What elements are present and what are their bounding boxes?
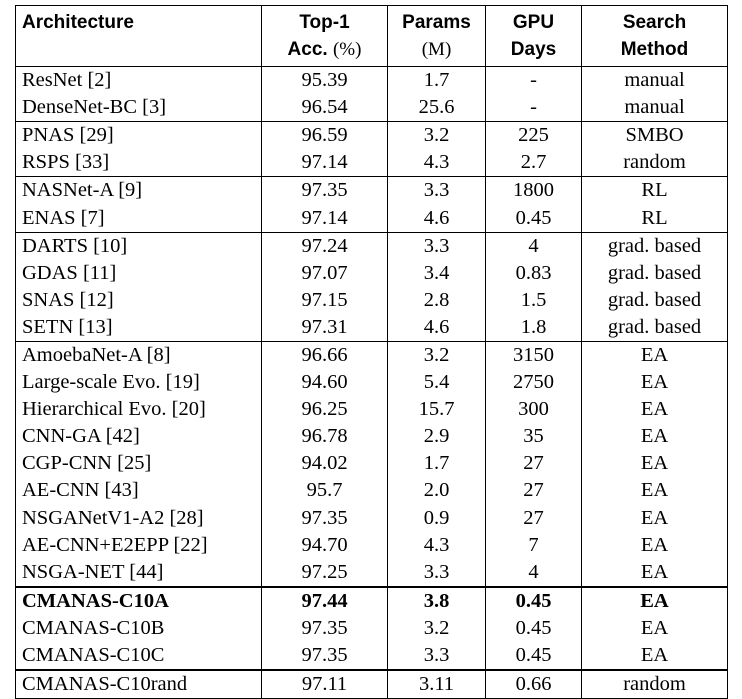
cell-gpu-days: 0.45 bbox=[486, 615, 582, 642]
cell-gpu-days: 0.45 bbox=[486, 587, 582, 615]
cell-gpu-days: - bbox=[486, 94, 582, 122]
cell-architecture: NSGA-NET [44] bbox=[16, 559, 262, 587]
cell-gpu-days: 4 bbox=[486, 232, 582, 260]
cell-architecture: CNN-GA [42] bbox=[16, 423, 262, 450]
table-row bbox=[16, 615, 728, 642]
cell-params: 1.7 bbox=[388, 450, 486, 477]
cell-accuracy: 96.66 bbox=[262, 341, 388, 369]
cell-accuracy: 97.44 bbox=[262, 587, 388, 615]
cell-search-method: EA bbox=[582, 505, 728, 532]
cell-accuracy: 94.02 bbox=[262, 450, 388, 477]
cell-accuracy: 96.54 bbox=[262, 94, 388, 122]
cell-architecture: AE-CNN+E2EPP [22] bbox=[16, 532, 262, 559]
header-row bbox=[16, 6, 728, 67]
table-row bbox=[16, 477, 728, 504]
cell-search-method: grad. based bbox=[582, 260, 728, 287]
table-row bbox=[16, 149, 728, 177]
cell-params: 4.6 bbox=[388, 314, 486, 342]
cell-accuracy: 94.60 bbox=[262, 369, 388, 396]
cell-params: 0.9 bbox=[388, 505, 486, 532]
cell-params: 1.7 bbox=[388, 67, 486, 95]
cell-search-method: EA bbox=[582, 369, 728, 396]
cell-params: 3.2 bbox=[388, 122, 486, 150]
cell-search-method: EA bbox=[582, 559, 728, 587]
cell-architecture: CMANAS-C10C bbox=[16, 642, 262, 670]
cell-gpu-days: 27 bbox=[486, 477, 582, 504]
cell-architecture: SETN [13] bbox=[16, 314, 262, 342]
cell-params: 2.0 bbox=[388, 477, 486, 504]
cell-search-method: EA bbox=[582, 477, 728, 504]
cell-params: 3.8 bbox=[388, 587, 486, 615]
cell-architecture: SNAS [12] bbox=[16, 287, 262, 314]
header-params: Params (M) bbox=[388, 6, 486, 67]
cell-accuracy: 96.78 bbox=[262, 423, 388, 450]
cell-params: 2.8 bbox=[388, 287, 486, 314]
cell-search-method: EA bbox=[582, 587, 728, 615]
cell-search-method: EA bbox=[582, 396, 728, 423]
cell-accuracy: 97.35 bbox=[262, 615, 388, 642]
cell-gpu-days: 225 bbox=[486, 122, 582, 150]
cell-accuracy: 97.14 bbox=[262, 204, 388, 232]
cell-architecture: DenseNet-BC [3] bbox=[16, 94, 262, 122]
cell-search-method: EA bbox=[582, 423, 728, 450]
cell-architecture: NSGANetV1-A2 [28] bbox=[16, 505, 262, 532]
cell-params: 3.11 bbox=[388, 670, 486, 699]
cell-gpu-days: 3150 bbox=[486, 341, 582, 369]
table-row bbox=[16, 450, 728, 477]
cell-architecture: RSPS [33] bbox=[16, 149, 262, 177]
cell-gpu-days: 300 bbox=[486, 396, 582, 423]
cell-search-method: EA bbox=[582, 642, 728, 670]
cell-architecture: DARTS [10] bbox=[16, 232, 262, 260]
cell-architecture: CMANAS-C10rand bbox=[16, 670, 262, 699]
cell-search-method: manual bbox=[582, 67, 728, 95]
table-row bbox=[16, 341, 728, 369]
table-row bbox=[16, 94, 728, 122]
cell-architecture: CMANAS-C10B bbox=[16, 615, 262, 642]
table-row bbox=[16, 67, 728, 95]
cell-search-method: EA bbox=[582, 615, 728, 642]
cell-architecture: GDAS [11] bbox=[16, 260, 262, 287]
table-row bbox=[16, 642, 728, 670]
cell-params: 15.7 bbox=[388, 396, 486, 423]
cell-params: 4.6 bbox=[388, 204, 486, 232]
cell-accuracy: 97.25 bbox=[262, 559, 388, 587]
cell-gpu-days: 27 bbox=[486, 505, 582, 532]
cell-accuracy: 94.70 bbox=[262, 532, 388, 559]
cell-architecture: PNAS [29] bbox=[16, 122, 262, 150]
cell-architecture: ResNet [2] bbox=[16, 67, 262, 95]
cell-params: 3.3 bbox=[388, 642, 486, 670]
table-row bbox=[16, 670, 728, 699]
cell-search-method: grad. based bbox=[582, 232, 728, 260]
cell-search-method: EA bbox=[582, 341, 728, 369]
cell-gpu-days: 2.7 bbox=[486, 149, 582, 177]
comparison-table bbox=[15, 5, 728, 699]
header-top1-accuracy: Top-1 Acc. (%) bbox=[262, 6, 388, 67]
cell-gpu-days: 4 bbox=[486, 559, 582, 587]
cell-architecture: NASNet-A [9] bbox=[16, 177, 262, 205]
table-row bbox=[16, 260, 728, 287]
cell-accuracy: 97.35 bbox=[262, 505, 388, 532]
cell-gpu-days: 0.45 bbox=[486, 204, 582, 232]
header-search-method: Search Method bbox=[582, 6, 728, 67]
cell-gpu-days: 0.83 bbox=[486, 260, 582, 287]
cell-search-method: grad. based bbox=[582, 314, 728, 342]
cell-params: 3.3 bbox=[388, 232, 486, 260]
cell-search-method: EA bbox=[582, 450, 728, 477]
cell-params: 3.3 bbox=[388, 177, 486, 205]
table-row bbox=[16, 559, 728, 587]
table-row bbox=[16, 532, 728, 559]
cell-gpu-days: 1.5 bbox=[486, 287, 582, 314]
cell-accuracy: 97.24 bbox=[262, 232, 388, 260]
cell-gpu-days: 1800 bbox=[486, 177, 582, 205]
cell-params: 3.4 bbox=[388, 260, 486, 287]
cell-gpu-days: 27 bbox=[486, 450, 582, 477]
cell-architecture: AmoebaNet-A [8] bbox=[16, 341, 262, 369]
cell-params: 4.3 bbox=[388, 532, 486, 559]
cell-search-method: EA bbox=[582, 532, 728, 559]
cell-accuracy: 97.31 bbox=[262, 314, 388, 342]
cell-params: 3.2 bbox=[388, 615, 486, 642]
cell-accuracy: 96.25 bbox=[262, 396, 388, 423]
table-row bbox=[16, 287, 728, 314]
table-row bbox=[16, 232, 728, 260]
cell-search-method: SMBO bbox=[582, 122, 728, 150]
cell-architecture: Hierarchical Evo. [20] bbox=[16, 396, 262, 423]
results-table-container bbox=[15, 5, 728, 699]
header-architecture: Architecture bbox=[16, 6, 262, 67]
cell-accuracy: 97.15 bbox=[262, 287, 388, 314]
cell-gpu-days: 1.8 bbox=[486, 314, 582, 342]
cell-params: 25.6 bbox=[388, 94, 486, 122]
cell-search-method: grad. based bbox=[582, 287, 728, 314]
cell-accuracy: 97.35 bbox=[262, 642, 388, 670]
cell-accuracy: 96.59 bbox=[262, 122, 388, 150]
cell-accuracy: 97.11 bbox=[262, 670, 388, 699]
header-gpu-days: GPU Days bbox=[486, 6, 582, 67]
table-row bbox=[16, 369, 728, 396]
cell-search-method: random bbox=[582, 149, 728, 177]
cell-search-method: random bbox=[582, 670, 728, 699]
cell-accuracy: 97.35 bbox=[262, 177, 388, 205]
cell-architecture: AE-CNN [43] bbox=[16, 477, 262, 504]
cell-params: 4.3 bbox=[388, 149, 486, 177]
cell-gpu-days: 2750 bbox=[486, 369, 582, 396]
cell-gpu-days: 0.66 bbox=[486, 670, 582, 699]
cell-architecture: Large-scale Evo. [19] bbox=[16, 369, 262, 396]
cell-accuracy: 95.39 bbox=[262, 67, 388, 95]
table-row bbox=[16, 505, 728, 532]
table-row bbox=[16, 314, 728, 342]
table-row bbox=[16, 122, 728, 150]
cell-params: 2.9 bbox=[388, 423, 486, 450]
cell-accuracy: 97.07 bbox=[262, 260, 388, 287]
cell-search-method: RL bbox=[582, 177, 728, 205]
cell-params: 3.3 bbox=[388, 559, 486, 587]
cell-gpu-days: 7 bbox=[486, 532, 582, 559]
cell-search-method: RL bbox=[582, 204, 728, 232]
cell-gpu-days: 35 bbox=[486, 423, 582, 450]
cell-gpu-days: - bbox=[486, 67, 582, 95]
cell-accuracy: 95.7 bbox=[262, 477, 388, 504]
table-row bbox=[16, 204, 728, 232]
cell-params: 3.2 bbox=[388, 341, 486, 369]
cell-architecture: ENAS [7] bbox=[16, 204, 262, 232]
cell-params: 5.4 bbox=[388, 369, 486, 396]
table-row bbox=[16, 177, 728, 205]
cell-architecture: CGP-CNN [25] bbox=[16, 450, 262, 477]
cell-search-method: manual bbox=[582, 94, 728, 122]
table-row bbox=[16, 396, 728, 423]
cell-architecture: CMANAS-C10A bbox=[16, 587, 262, 615]
cell-gpu-days: 0.45 bbox=[486, 642, 582, 670]
table-row bbox=[16, 423, 728, 450]
table-row-highlighted bbox=[16, 587, 728, 615]
cell-accuracy: 97.14 bbox=[262, 149, 388, 177]
